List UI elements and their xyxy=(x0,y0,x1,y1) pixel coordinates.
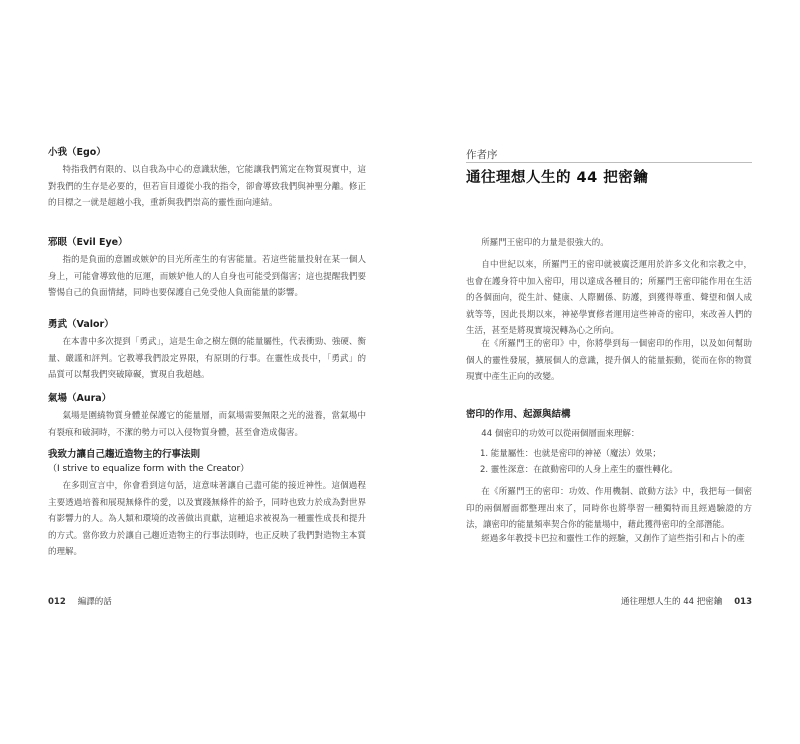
glossary-term-text: 指的是負面的意圖或嫉妒的目光所產生的有害能量。若這些能量投射在某一個人身上，可能會導致他的厄運，而嫉妒他人的人自身也可能受到傷害；這也提醒我們要警惕自己的負面情緒，同時也要保護自己免受他人負面能量的影響。 xyxy=(48,255,366,298)
numbered-list xyxy=(480,446,752,478)
list-item: 2. 靈性深意：在啟動密印的人身上產生的靈性轉化。 xyxy=(480,465,678,475)
glossary-term-text: 在本書中多次提到「勇武」，這是生命之樹左側的能量屬性，代表衝勁、強硬、衡量、嚴謹和評判。它教導我們設定界限，有原則的行事。在靈性成長中，「勇武」的品質可以幫我們突破障礙，實現自我超越。 xyxy=(48,337,366,380)
glossary-term-title: 邪眼（Evil Eye） xyxy=(48,237,128,248)
glossary-term-title: 勇武（Valor） xyxy=(48,319,114,330)
left-folio xyxy=(48,595,112,607)
right-folio xyxy=(621,595,752,607)
glossary-term-title: 氣場（Aura） xyxy=(48,393,112,404)
glossary-term-text: 特指我們有限的、以自我為中心的意識狀態，它能讓我們篤定在物質現實中，這對我們的生存是必要的，但若盲目遵從小我的指令，卻會導致我們與神聖分離。修正的目標之一就是超越小我，重新與我們崇高的靈性面向連結。 xyxy=(48,165,366,208)
glossary-term-title: 小我（Ego） xyxy=(48,147,106,158)
list-item: 1. 能量屬性：也就是密印的神祕（魔法）效果； xyxy=(480,449,661,459)
glossary-term-title: 我致力讓自己趨近造物主的行事法則 xyxy=(48,449,201,460)
running-head: 編譯的話 xyxy=(77,597,112,607)
glossary-entry-evil-eye xyxy=(48,236,366,302)
section-heading: 密印的作用、起源與結構 xyxy=(466,409,571,420)
chapter-title: 通往理想人生的 44 把密鑰 xyxy=(466,170,649,186)
right-page xyxy=(400,0,800,744)
glossary-term-subtitle: （I strive to equalize form with the Creator） xyxy=(48,464,250,474)
section-intro: 44 個密印的功效可以從兩個層面來理解： xyxy=(481,429,640,439)
paragraph: 在《所羅門王的密印：功效、作用機制、啟動方法》中，我把每一個密印的兩個層面都整理出來了，同時你也將學習一種獨特而且經過驗證的方法，讓密印的能量頻率契合你的能量場中，藉此獲得密印的全部潛能。 xyxy=(466,487,752,530)
page-number: 013 xyxy=(734,597,752,607)
paragraph: 經過多年教授卡巴拉和靈性工作的經驗，又創作了這些指引和占卜的產 xyxy=(481,534,745,544)
paragraph: 在《所羅門王的密印》中，你將學到每一個密印的作用，以及如何幫助個人的靈性發展，擴展個人的意識，提升個人的能量振動，從而在你的物質現實中產生正向的改變。 xyxy=(466,339,752,382)
running-head: 通往理想人生的 44 把密鑰 xyxy=(621,597,723,607)
glossary-term-text: 氣場是圍繞物質身體並保護它的能量層，而氣場需要無限之光的滋養，當氣場中有裂痕和破洞時，不潔的勢力可以入侵物質身體，甚至會造成傷害。 xyxy=(48,411,366,438)
preface-label: 作者序 xyxy=(466,149,498,161)
page-number: 012 xyxy=(48,597,66,607)
paragraph: 所羅門王密印的力量是很強大的。 xyxy=(481,238,609,248)
title-divider xyxy=(466,162,752,163)
glossary-entry-valor xyxy=(48,318,366,384)
paragraph: 自中世紀以來，所羅門王的密印就被廣泛運用於許多文化和宗教之中，也會在護身符中加入密印，用以達成各種目的；所羅門王密印能作用在生活的各個面向，從生計、健康、人際關係、防護，到獲得尊重、聲望和個人成就等等，因此長期以來，神祕學實修者運用這些神奇的密印，來改善人們的生活，甚至是將現實境況轉為心之所向。 xyxy=(466,260,752,336)
glossary-entry-creator xyxy=(48,448,366,561)
glossary-entry-ego xyxy=(48,146,366,212)
glossary-entry-aura xyxy=(48,392,366,441)
glossary-term-text: 在多則宣言中，你會看到這句話，這意味著讓自己盡可能的接近神性。這個過程主要透過培養和展現無條件的愛，以及實踐無條件的給予，同時也致力於成為對世界有影響力的人。為人類和環境的改善做出貢獻，這種追求被視為一種靈性成長和提升的方式。當你致力於讓自己趨近造物主的行事法則時，也正反映了我們對造物主本質的理解。 xyxy=(48,481,366,557)
